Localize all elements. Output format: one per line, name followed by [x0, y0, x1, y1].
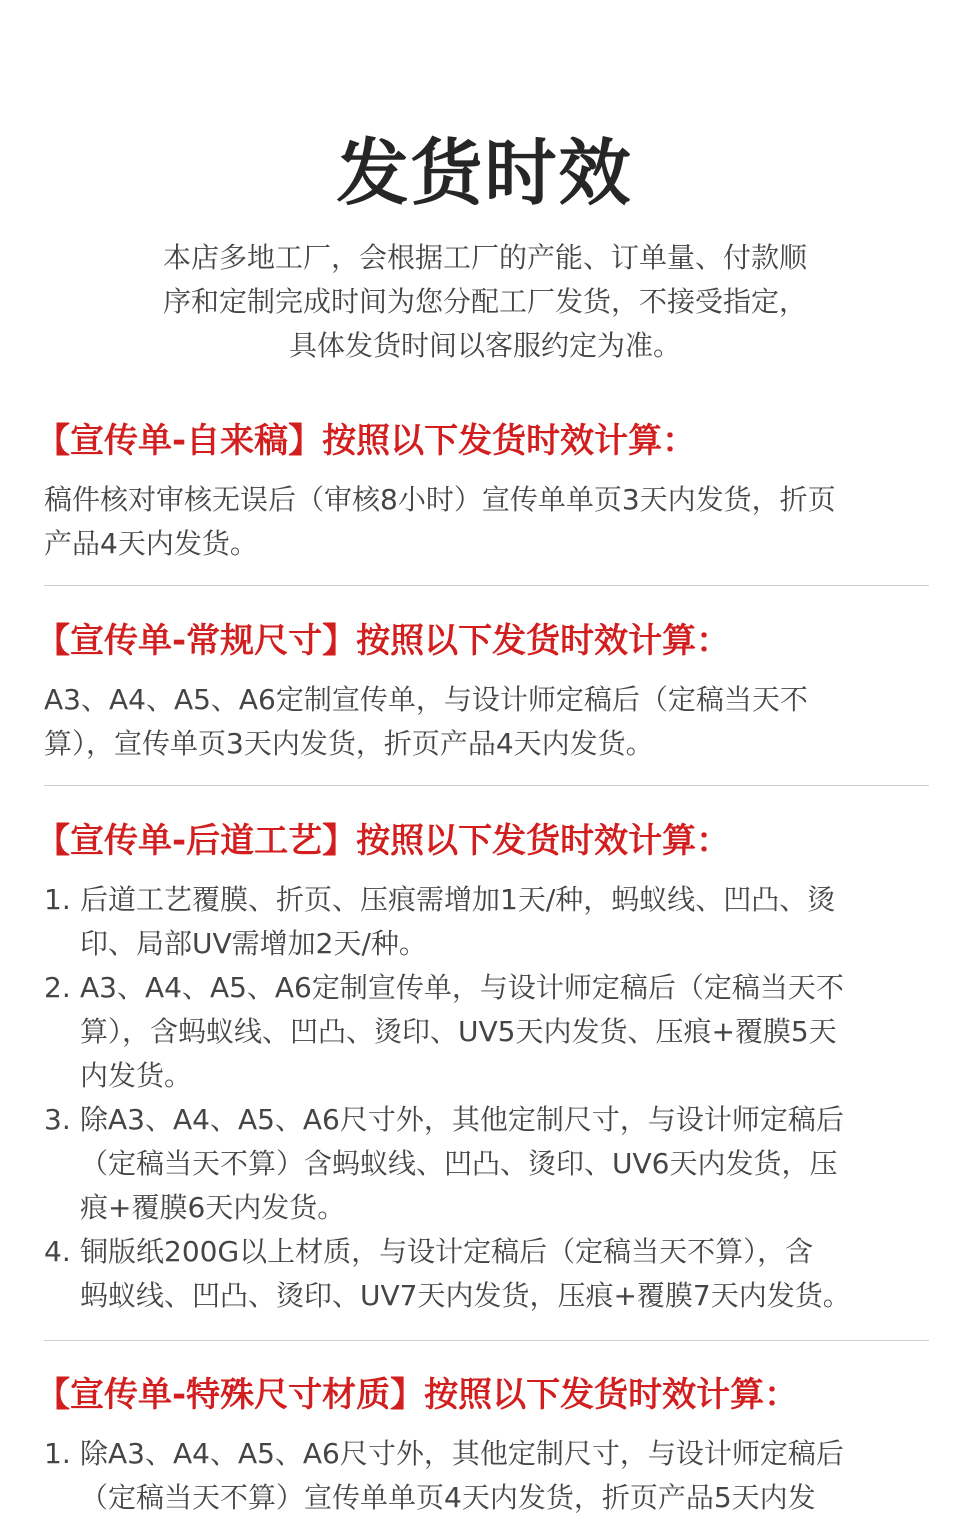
text-line: 铜版纸200G以上材质，与设计定稿后（定稿当天不算），含	[80, 1235, 814, 1268]
text-line: 产品4天内发货。	[44, 527, 258, 560]
text-line: A3、A4、A5、A6定制宣传单，与设计师定稿后（定稿当天不	[44, 683, 808, 716]
section-heading: 【宣传单-特殊尺寸材质】按照以下发货时效计算：	[36, 1375, 799, 1415]
section-divider	[44, 785, 929, 786]
section-self-draft	[36, 418, 929, 566]
text-line: 算），含蚂蚁线、凹凸、烫印、UV5天内发货、压痕+覆膜5天	[80, 1015, 837, 1048]
text-line: 除A3、A4、A5、A6尺寸外，其他定制尺寸，与设计师定稿后	[80, 1103, 844, 1136]
page-title: 发货时效	[336, 131, 633, 215]
numbered-list	[44, 878, 929, 1318]
intro-line: 本店多地工厂，会根据工厂的产能、订单量、付款顺	[162, 241, 807, 274]
intro-paragraph	[110, 236, 860, 368]
text-line: 算），宣传单页3天内发货，折页产品4天内发货。	[44, 727, 654, 760]
list-number: 2.	[44, 971, 71, 1004]
text-line: 痕+覆膜6天内发货。	[80, 1191, 346, 1224]
section-post-process	[36, 818, 929, 1318]
intro-line: 具体发货时间以客服约定为准。	[288, 329, 681, 362]
text-line: 后道工艺覆膜、折页、压痕需增加1天/种，蚂蚁线、凹凸、烫	[80, 883, 836, 916]
list-item	[44, 1098, 929, 1230]
text-line: 除A3、A4、A5、A6尺寸外，其他定制尺寸，与设计师定稿后	[80, 1437, 844, 1470]
list-number: 1.	[44, 1437, 71, 1470]
section-heading: 【宣传单-自来稿】按照以下发货时效计算：	[36, 421, 697, 461]
list-item	[44, 1230, 929, 1318]
text-line: 稿件核对审核无误后（审核8小时）宣传单单页3天内发货，折页	[44, 483, 836, 516]
section-special-size	[36, 1372, 929, 1520]
text-line: （定稿当天不算）宣传单单页4天内发货，折页产品5天内发	[80, 1481, 816, 1514]
list-item	[44, 878, 929, 966]
list-number: 4.	[44, 1235, 71, 1268]
list-item	[44, 1432, 929, 1520]
list-item	[44, 966, 929, 1098]
section-heading: 【宣传单-常规尺寸】按照以下发货时效计算：	[36, 621, 731, 661]
numbered-list	[44, 1432, 929, 1520]
section-text	[44, 678, 929, 766]
section-text	[44, 478, 929, 566]
list-number: 3.	[44, 1103, 71, 1136]
section-standard-size	[36, 618, 929, 766]
section-divider	[44, 585, 929, 586]
text-line: 印、局部UV需增加2天/种。	[80, 927, 427, 960]
text-line: 内发货。	[80, 1059, 193, 1092]
section-heading: 【宣传单-后道工艺】按照以下发货时效计算：	[36, 821, 731, 861]
text-line: （定稿当天不算）含蚂蚁线、凹凸、烫印、UV6天内发货，压	[80, 1147, 838, 1180]
text-line: A3、A4、A5、A6定制宣传单，与设计师定稿后（定稿当天不	[80, 971, 844, 1004]
section-divider	[44, 1340, 929, 1341]
intro-line: 序和定制完成时间为您分配工厂发货，不接受指定，	[162, 285, 807, 318]
text-line: 蚂蚁线、凹凸、烫印、UV7天内发货，压痕+覆膜7天内发货。	[80, 1279, 851, 1312]
list-number: 1.	[44, 883, 71, 916]
